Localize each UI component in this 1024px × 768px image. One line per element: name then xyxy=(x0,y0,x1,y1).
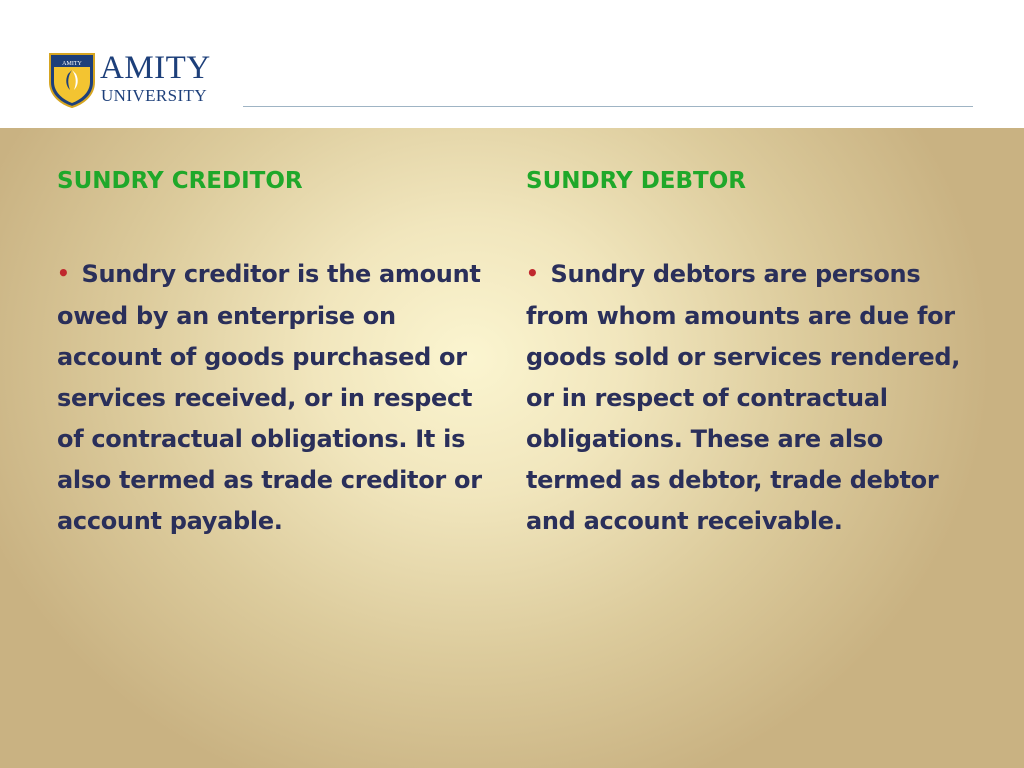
debtor-column xyxy=(526,166,966,542)
creditor-heading: SUNDRY CREDITOR xyxy=(57,168,303,194)
amity-shield-icon xyxy=(48,52,96,108)
debtor-heading: SUNDRY DEBTOR xyxy=(526,168,746,194)
svg-text:AMITY: AMITY xyxy=(62,61,82,67)
debtor-definition xyxy=(526,254,966,542)
amity-university-logo xyxy=(48,52,228,110)
bullet-icon: • xyxy=(526,261,539,285)
creditor-definition-text: Sundry creditor is the amount owed by an enterprise on account of goods purchased or services received, or in respect of contractual obligations. It is also termed as trade creditor or account payable. xyxy=(57,260,482,535)
creditor-definition xyxy=(57,254,497,542)
debtor-definition-text: Sundry debtors are persons from whom amounts are due for goods sold or services rendered, or in respect of contractual obligations. These are also termed as debtor, trade debtor and account receivable. xyxy=(526,260,961,535)
creditor-column xyxy=(57,166,497,542)
slide-header xyxy=(0,0,1024,128)
header-divider xyxy=(243,106,973,107)
logo-title: AMITY xyxy=(100,50,211,86)
logo-subtitle: UNIVERSITY xyxy=(101,86,207,105)
slide-content xyxy=(0,128,1024,768)
bullet-icon: • xyxy=(57,261,70,285)
